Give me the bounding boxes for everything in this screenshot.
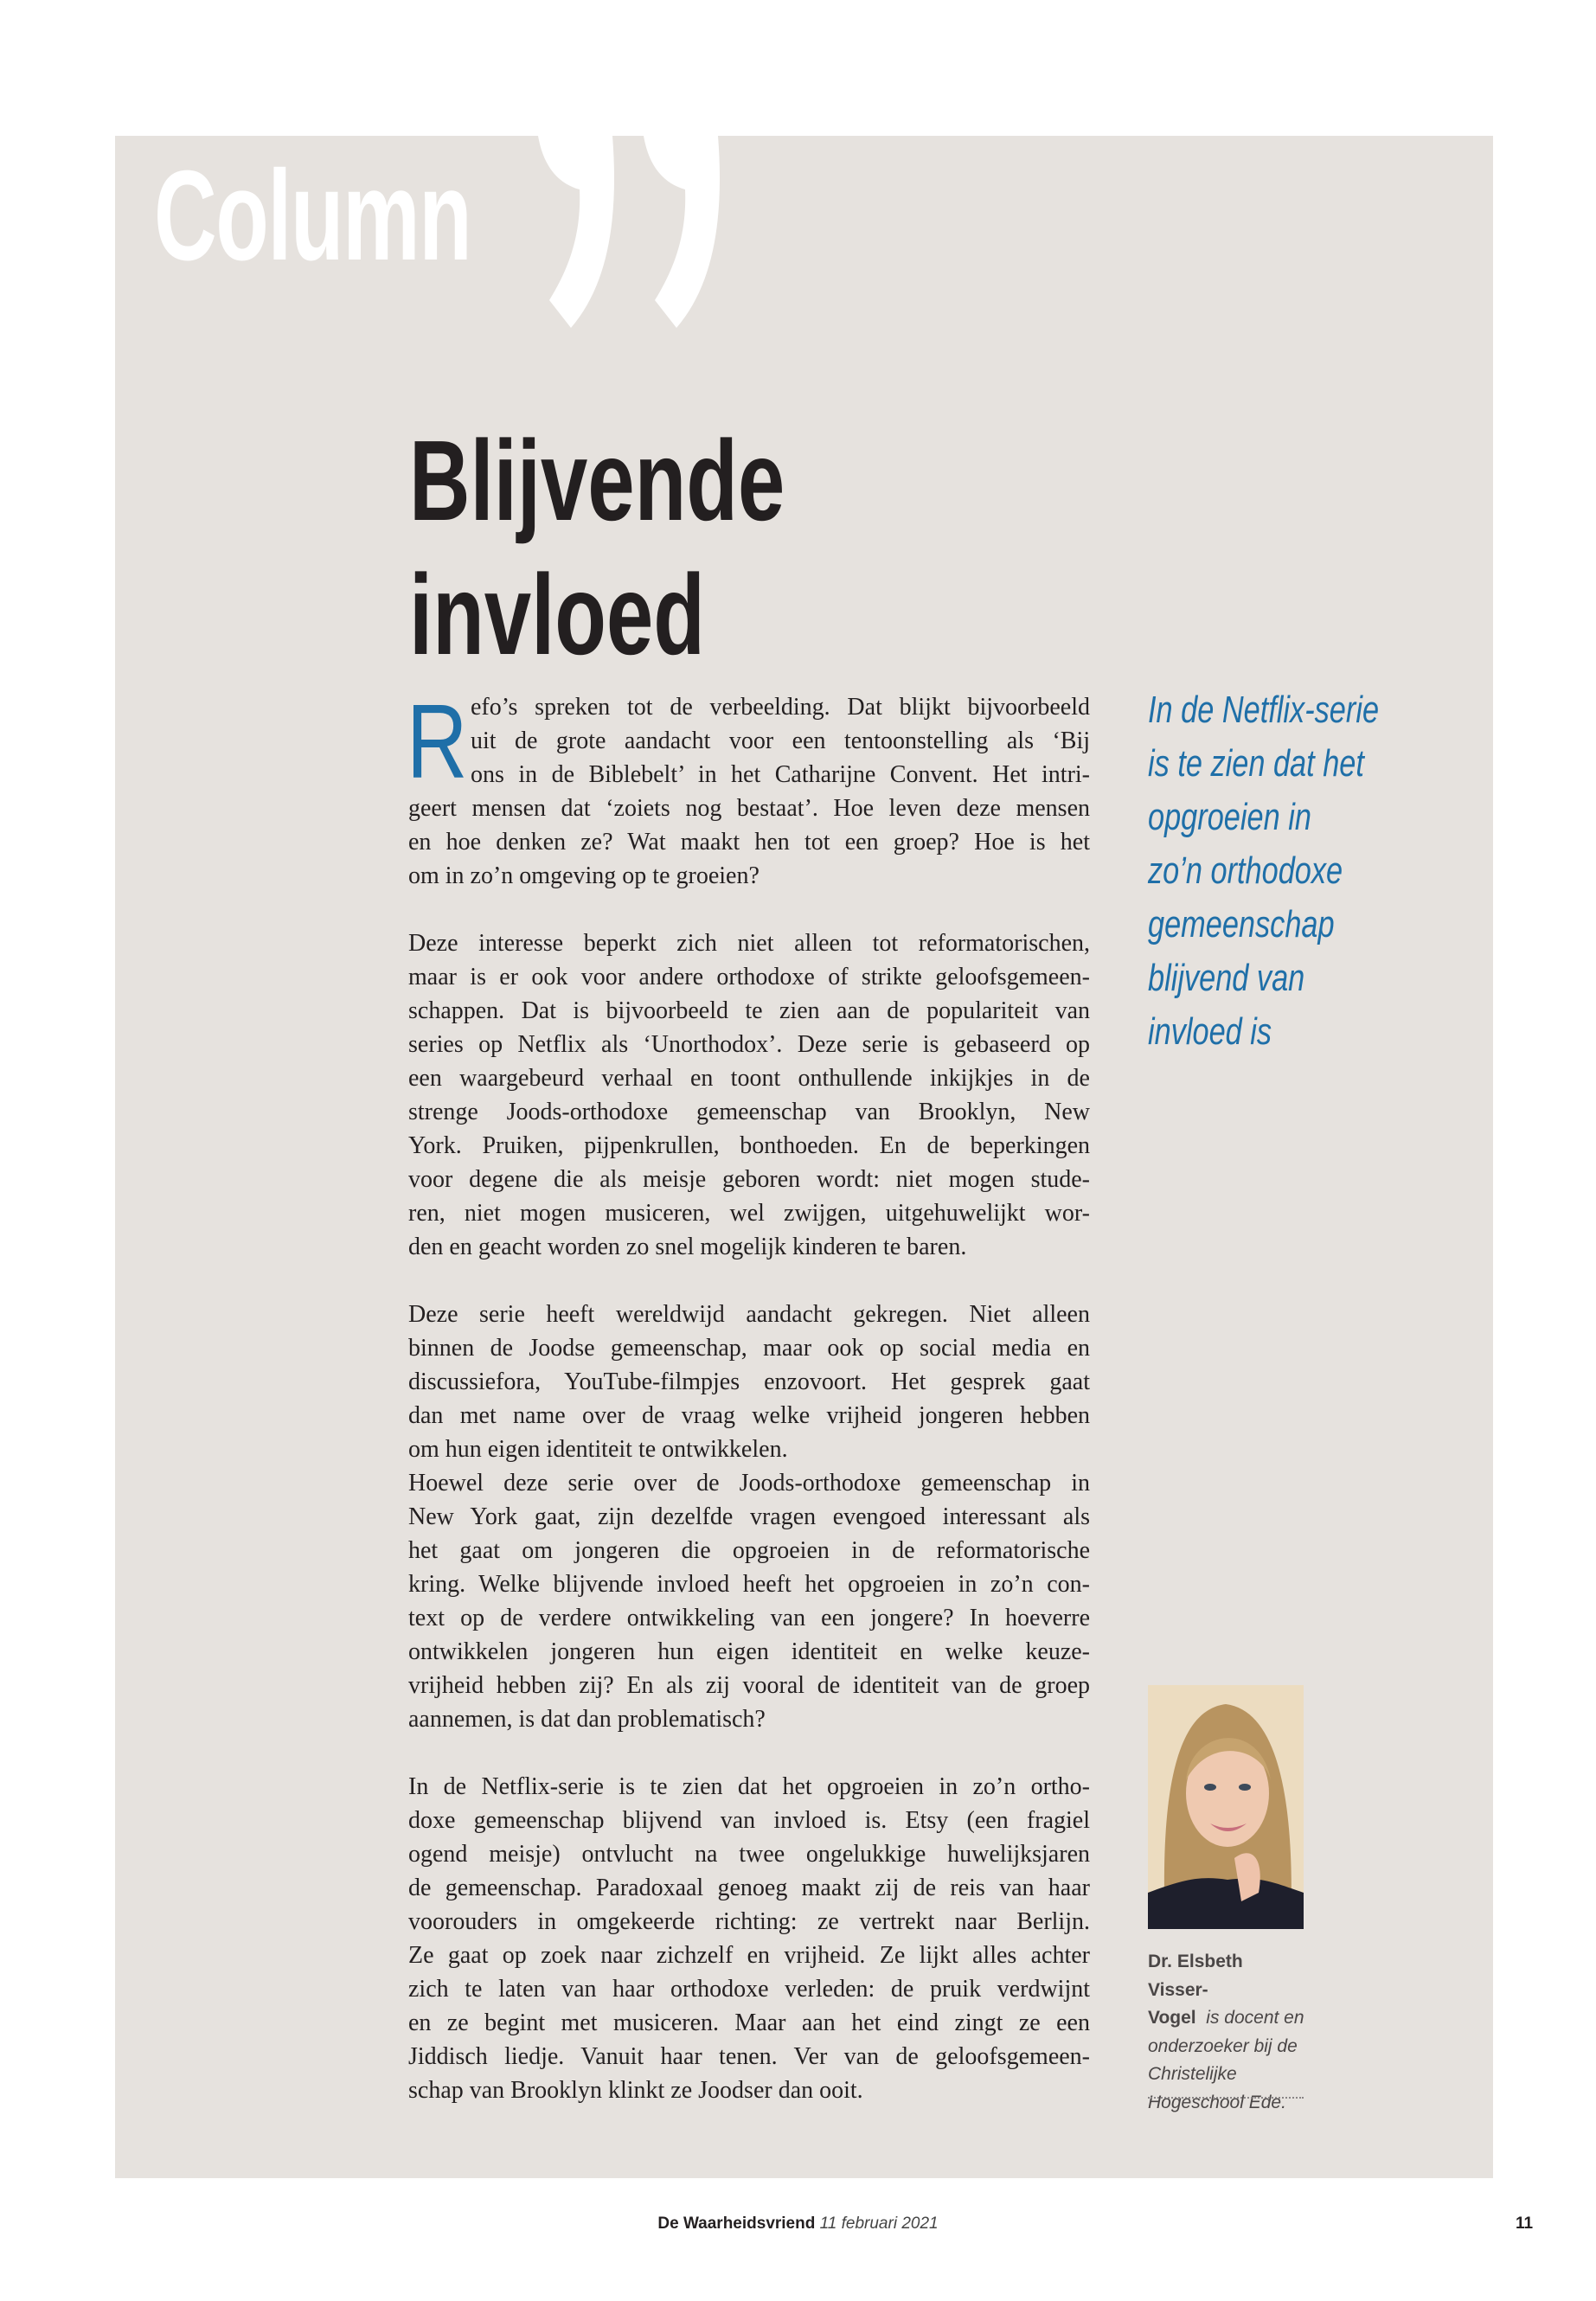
- text-line: Hoewel deze serie over de Joods-orthodoxe gemeenschap in: [408, 1470, 1090, 1497]
- text-line: om hun eigen identiteit te ontwikkelen.: [408, 1436, 788, 1463]
- text-line: discussiefora, YouTube-filmpjes enzovoort. Het gesprek gaat: [408, 1368, 1090, 1395]
- text-line: text op de verdere ontwikkeling van een jongere? In hoeverre: [408, 1605, 1090, 1631]
- drop-cap: R: [407, 683, 468, 800]
- pull-quote-line: blijvend van: [1148, 957, 1305, 999]
- text-line: ons in de Biblebelt’ in het Catharijne Convent. Het intri-: [471, 761, 1090, 788]
- text-line: series op Netflix als ‘Unorthodox’. Deze serie is gebaseerd op: [408, 1031, 1090, 1058]
- text-line: en hoe denken ze? Wat maakt hen tot een groep? Hoe is het: [408, 829, 1090, 856]
- text-line: York. Pruiken, pijpenkrullen, bonthoeden. En de beperkingen: [408, 1132, 1090, 1159]
- text-line: schappen. Dat is bijvoorbeeld te zien aan de populariteit van: [408, 997, 1090, 1024]
- text-line: het gaat om jongeren die opgroeien in de reformatorische: [408, 1537, 1090, 1564]
- pull-quote-line: gemeenschap: [1148, 903, 1335, 945]
- pull-quote-line: opgroeien in: [1148, 796, 1311, 838]
- text-line: binnen de Joodse gemeenschap, maar ook op social media en: [408, 1335, 1090, 1362]
- text-line: ren, niet mogen musiceren, wel zwijgen, uitgehuwelijkt wor-: [408, 1200, 1090, 1227]
- text-line: dan met name over de vraag welke vrijheid jongeren hebben: [408, 1402, 1090, 1429]
- publication-name: De Waarheidsvriend: [657, 2214, 816, 2233]
- pull-quote-line: is te zien dat het: [1148, 742, 1364, 785]
- text-line: zich te laten van haar orthodoxe verleden: de pruik verdwijnt: [408, 1976, 1090, 2003]
- article-title: [409, 413, 785, 682]
- text-line: New York gaat, zijn dezelfde vragen evengoed interessant als: [408, 1503, 1090, 1530]
- text-line: voor degene die als meisje geboren wordt: niet mogen stude-: [408, 1166, 1090, 1193]
- text-line: ontwikkelen jongeren hun eigen identiteit en welke keuze-: [408, 1638, 1090, 1665]
- text-line: Deze serie heeft wereldwijd aandacht gekregen. Niet alleen: [408, 1301, 1090, 1328]
- pull-quote-line: In de Netflix-serie: [1148, 689, 1380, 731]
- text-line: aannemen, is dat dan problematisch?: [408, 1706, 766, 1733]
- text-line: Ze gaat op zoek naar zichzelf en vrijheid. Ze lijkt alles achter: [408, 1942, 1090, 1969]
- article-body: [407, 683, 1090, 2107]
- pull-quote-line: zo’n orthodoxe: [1148, 849, 1343, 892]
- text-line: den en geacht worden zo snel mogelijk kinderen te baren.: [408, 1234, 967, 1260]
- paragraph: [408, 1466, 1090, 1736]
- author-bio: is docent en: [1206, 2008, 1304, 2028]
- page-number: 11: [1516, 2214, 1534, 2233]
- author-photo: [1148, 1685, 1304, 1929]
- text-line: Jiddisch liedje. Vanuit haar tenen. Ver van de geloofsgemeen-: [408, 2043, 1090, 2070]
- pull-quote: [1148, 683, 1379, 1059]
- text-line: doxe gemeenschap blijvend van invloed is. Etsy (een fragiel: [408, 1807, 1090, 1834]
- paragraph: [408, 1770, 1090, 2107]
- pull-quote-line: invloed is: [1148, 1010, 1272, 1053]
- text-line: kring. Welke blijvende invloed heeft het opgroeien in zo’n con-: [408, 1571, 1090, 1598]
- text-line: efo’s spreken tot de verbeelding. Dat blijkt bijvoorbeeld: [471, 694, 1090, 721]
- text-line: de gemeenschap. Paradoxaal genoeg maakt zij de reis van haar: [408, 1875, 1090, 1901]
- author-name: Vogel: [1148, 2008, 1196, 2028]
- issue-date: 11 februari 2021: [819, 2214, 939, 2233]
- text-line: maar is er ook voor andere orthodoxe of strikte geloofsgemeen-: [408, 964, 1090, 990]
- text-line: In de Netflix-serie is te zien dat het opgroeien in zo’n ortho-: [408, 1773, 1090, 1800]
- text-line: ogend meisje) ontvlucht na twee ongelukkige huwelijksjaren: [408, 1841, 1090, 1868]
- caption-divider: [1148, 2097, 1304, 2099]
- text-line: uit de grote aandacht voor een tentoonstelling als ‘Bij: [471, 727, 1090, 754]
- paragraph: [408, 1298, 1090, 1466]
- text-line: vrijheid hebben zij? En als zij vooral de identiteit van de groep: [408, 1672, 1090, 1699]
- title-line: Blijvende: [409, 417, 785, 544]
- text-line: geert mensen dat ‘zoiets nog bestaat’. Hoe leven deze mensen: [408, 795, 1090, 822]
- author-bio: onderzoeker bij de: [1148, 2035, 1298, 2056]
- author-bio: Hogeschool Ede.: [1148, 2092, 1286, 2112]
- text-line: en ze begint met musiceren. Maar aan het eind zingt ze een: [408, 2009, 1090, 2036]
- section-label: Column: [154, 144, 471, 287]
- quote-marks-icon: [536, 136, 839, 335]
- text-line: voorouders in omgekeerde richting: ze vertrekt naar Berlijn.: [408, 1908, 1090, 1935]
- text-line: strenge Joods-orthodoxe gemeenschap van Brooklyn, New: [408, 1099, 1090, 1125]
- title-line: invloed: [409, 551, 705, 678]
- text-line: een waargebeurd verhaal en toont onthullende inkijkjes in de: [408, 1065, 1090, 1092]
- author-bio: Christelijke: [1148, 2064, 1237, 2084]
- paragraph: [407, 683, 1090, 893]
- text-line: om in zo’n omgeving op te groeien?: [408, 862, 760, 889]
- text-line: schap van Brooklyn klinkt ze Joodser dan ooit.: [408, 2077, 863, 2104]
- author-caption: [1148, 1948, 1308, 2117]
- footer: [0, 2214, 1596, 2234]
- portrait-icon: [1148, 1685, 1304, 1929]
- author-name: Dr. Elsbeth Visser-: [1148, 1952, 1243, 2000]
- paragraph: [408, 926, 1090, 1264]
- text-line: Deze interesse beperkt zich niet alleen tot reformatorischen,: [408, 930, 1090, 957]
